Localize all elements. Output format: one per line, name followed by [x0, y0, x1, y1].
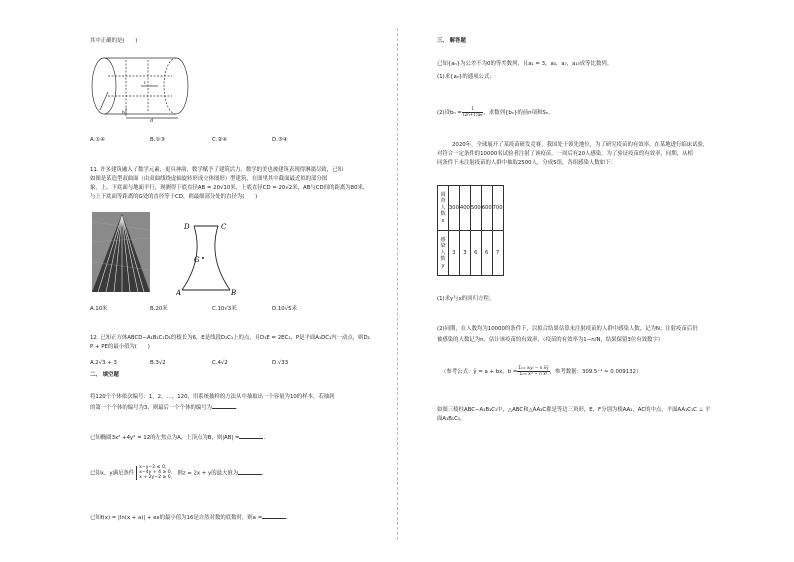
column-divider: [397, 28, 398, 540]
q10-tail: 其中正确的是( ): [90, 38, 138, 44]
q11-option-d: D.10√5米: [272, 306, 297, 312]
q12-line-2: P + PE的最小值为( ): [90, 344, 150, 350]
table-cell: 600: [481, 186, 492, 231]
q16-answer-blank[interactable]: [262, 512, 286, 519]
table-row-y: [438, 231, 504, 276]
q11-line-2: 如图是某造型双曲面（由双曲线绕虚轴旋转形成立体图形）型建筑，在图里其中截面最近似的部分图: [90, 176, 328, 182]
fig2-label-d: D: [184, 223, 190, 231]
q11-option-c: C.10√3米: [212, 306, 237, 312]
section-2-title: 二、 填空题: [90, 372, 119, 378]
hyperbola-section-figure: [176, 218, 242, 296]
q19-line-1: 如图三棱柱ABC−A₁B₁C₁中，△ABC和△AA₁C都是等边三角形，E，F分别为棱AA₁，AC的中点，平面AA₁C₁C ⊥ 平: [437, 407, 711, 413]
q18-line-3: 同条件下未注射疫苗的人群中抽取2500人，分成5组，各组感染人数如下：: [437, 160, 616, 166]
q12-option-b: B.3√2: [150, 360, 166, 366]
q10-option-b: B.①③: [150, 137, 166, 143]
q17-fraction: 1 (2n+1)a𝑛: [462, 106, 483, 117]
q14-text: 已知椭圆3x² +4y² = 12的左焦点为A，上顶点为B，则|AB| = .: [90, 432, 265, 443]
q12-option-c: C.4√2: [212, 360, 228, 366]
fig1-label-h: h: [122, 111, 125, 116]
fig2-label-a: A: [176, 289, 182, 296]
building-photo: [92, 212, 150, 292]
fig1-label-r: r: [144, 81, 146, 86]
table-cell: 400: [459, 186, 470, 231]
q12-option-a: A.2√3 + 3: [90, 360, 117, 366]
q13-line-1: 将120个个体依次编号：1，2，…，120，用系统抽样的方法从中抽取出一个容量为10的样本，若抽到: [90, 394, 335, 400]
q13-answer-blank[interactable]: [212, 402, 236, 409]
q18-data-table: [437, 185, 504, 276]
q12-line-1: 12. 已知正方体ABCD−A₁B₁C₁D₁的棱长为6，E是线段D₁C₁上的点，且D₁E = 2EC₁，P是平面A₁DC₁内一动点，则D₁: [90, 335, 370, 341]
q15-text: 已知x，y满足条件 x−y−2 ≤ 0， x−4y + 4 ≥ 0， x + 2y−2 ≥ 0， 则z = 2x + y的最大值为 .: [90, 465, 264, 480]
table-row-label-y: 感染人数y: [438, 231, 449, 276]
regression-slope-fraction: Σᵢ₌₁ xᵢyᵢ − n x̄ȳ Σᵢ₌₁ xᵢ² − n x̄²: [518, 365, 549, 376]
q11-option-b: B.20米: [150, 306, 168, 312]
q14-answer-blank[interactable]: [239, 432, 263, 439]
q16-text: 已知f(x) = |ln(x + a)| + ex的最小值为16是自然对数的底数时，则a = .: [90, 512, 288, 523]
q11-line-4: 与上下底面等距离的G处的直径等于CD，则最细部分处的直径为( ): [90, 194, 258, 200]
table-cell: 7: [492, 231, 503, 276]
cylinder-figure: [86, 50, 196, 122]
q11-line-3: 象，上、下底面与地面平行，现测得下底直径AB = 20√10米，上底直径CD = 20√2米，AB与CD间的距离为80米，: [90, 185, 369, 191]
q12-option-d: D.√33: [272, 360, 289, 366]
q19-line-2: 面A₁B₁C₁。: [437, 416, 466, 422]
table-cell: 700: [492, 186, 503, 231]
fig1-label-d: d: [150, 119, 153, 122]
section-3-title: 三、 解答题: [437, 38, 466, 44]
q18-part-2-line-2: 被感染的人数记为n，估计该疫苗的有效率，（疫苗的有效率为1−n/N，结果保留3位有效数字）: [437, 337, 664, 343]
q18-line-1: 2020年，全球展开了某疫苗研发竞赛，我国处于领先地位，为了研究疫苗的有效率，在某地进行临床试验，: [452, 142, 709, 148]
table-cell: 500: [470, 186, 481, 231]
q15-answer-blank[interactable]: [238, 468, 262, 475]
q18-line-2: 对符合一定条件的10000名试验者注射了该疫苗，一周后有20人感染，为了验证疫苗的有效率，同期，从相: [437, 151, 693, 157]
q10-option-a: A.①④: [90, 137, 105, 143]
q18-reference-formula: （参考公式：ŷ = a + bx，b = Σᵢ₌₁ xᵢyᵢ − n x̄ȳ Σᵢ₌₁ xᵢ² − n x̄² ，参考数据：309.5⁻¹ ≈ 0.009132）: [441, 365, 642, 376]
fig2-label-c: C: [221, 223, 227, 231]
q15-constraint-system: x−y−2 ≤ 0， x−4y + 4 ≥ 0， x + 2y−2 ≥ 0，: [136, 466, 175, 480]
table-cell: 3: [449, 231, 460, 276]
table-row-x: [438, 186, 504, 231]
q17-part-2: (2)设bₙ = 1 (2n+1)a𝑛 ，求数列{bₙ}的前n项和Sₙ。: [437, 106, 554, 117]
q13-line-2: 的第一个个体的编号为3，则最后一个个体的编号为 .: [90, 402, 238, 413]
table-cell: 6: [481, 231, 492, 276]
table-cell: 300: [449, 186, 460, 231]
q18-part-2-line-1: (2)同期，在人数均为10000的条件下，以拟合结果估算未注射疫苗的人群中感染人数，记为N；注射疫苗后仍: [437, 326, 698, 332]
q18-part-1: (1)求y与x的回归方程；: [437, 296, 495, 302]
q11-option-a: A.10米: [90, 306, 108, 312]
table-cell: 6: [470, 231, 481, 276]
q17-part-1: (1)求{aₙ}的通项公式；: [437, 74, 495, 80]
fig2-label-g: G: [194, 256, 200, 264]
table-row-label-x: 调查人数x: [438, 186, 449, 231]
table-cell: 3: [459, 231, 470, 276]
q10-option-d: D.③④: [272, 137, 288, 143]
fig2-label-b: B: [231, 289, 237, 296]
q17-line-1: 已知{aₙ}为公差不为0的等差数列，且a₁ = 3，a₃，a₇，a₁₅成等比数列。: [437, 61, 613, 67]
q10-option-c: C.②④: [212, 137, 228, 143]
q11-line-1: 11. 许多建筑融入了数学元素，更具神韵，数学赋予了建筑活力，数学的美也被建筑表现得淋漓尽致，已知: [90, 167, 343, 173]
